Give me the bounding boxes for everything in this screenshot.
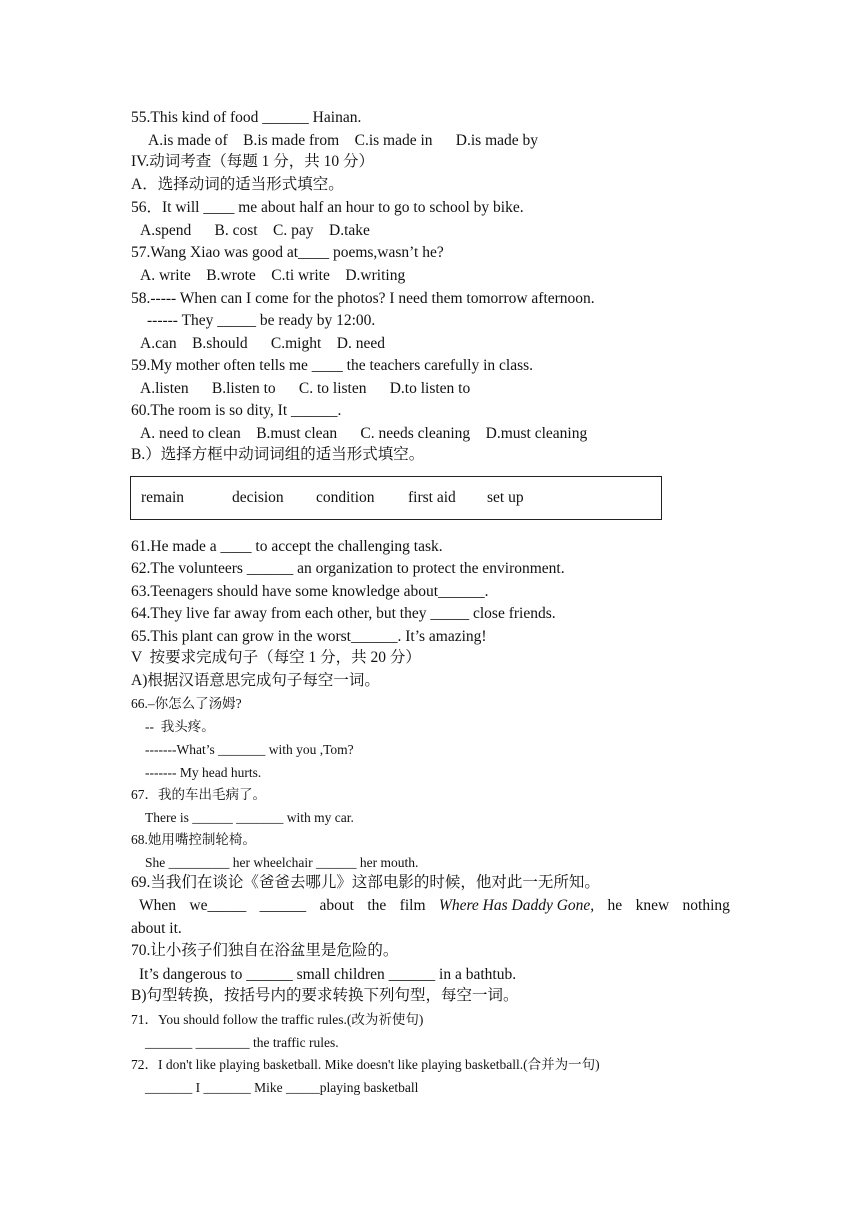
word-box-item: set up [487, 489, 524, 506]
q58-stem: 58.----- When can I come for the photos? I need them tomorrow afternoon. [131, 290, 595, 307]
q66-cn-question: 66.–你怎么了汤姆? [131, 696, 242, 711]
q69-en-continued: about it. [131, 920, 182, 937]
q60-options: A. need to clean B.must clean C. needs cleaning D.must cleaning [140, 425, 588, 442]
q55-options: A.is made of B.is made from C.is made in D.is made by [148, 132, 539, 149]
q59-options: A.listen B.listen to C. to listen D.to listen to [140, 380, 471, 397]
q58-options: A.can B.should C.might D. need [140, 335, 385, 352]
q71-stem: 71．You should follow the traffic rules.(改为祈使句) [131, 1012, 424, 1027]
part-b-title: B.）选择方框中动词词组的适当形式填空。 [131, 446, 425, 463]
section-v-title: V 按要求完成句子（每空 1 分，共 20 分） [131, 649, 421, 666]
q57-options: A. write B.wrote C.ti write D.writing [140, 267, 406, 284]
section-iv-title: IV.动词考查（每题 1 分，共 10 分） [131, 153, 374, 170]
word-box-item: decision [232, 489, 284, 506]
q69-word: he [607, 897, 623, 914]
q69-word: ______ [259, 897, 307, 914]
q60-stem: 60.The room is so dity, It ______. [131, 402, 342, 419]
word-box [130, 476, 662, 520]
word-box-item: condition [316, 489, 375, 506]
q69-cn: 69.当我们在谈论《爸爸去哪儿》这部电影的时候，他对此一无所知。 [131, 874, 600, 891]
word-box-item: first aid [408, 489, 456, 506]
q64: 64.They live far away from each other, but they _____ close friends. [131, 605, 556, 622]
q69-film-title: Where Has Daddy Gone, [438, 897, 595, 914]
q66-cn-answer: -- 我头疼。 [145, 719, 215, 734]
q72-stem: 72．I don't like playing basketball. Mike doesn't like playing basketball.(合并为一句) [131, 1057, 600, 1072]
q58-reply: ------ They _____ be ready by 12:00. [147, 312, 376, 329]
q67-en: There is ______ _______ with my car. [145, 810, 354, 825]
q66-en-question: -------What’s _______ with you ,Tom? [145, 742, 354, 757]
q63: 63.Teenagers should have some knowledge about______. [131, 583, 489, 600]
q69-en-line [139, 896, 730, 916]
q70-cn: 70.让小孩子们独自在浴盆里是危险的。 [131, 942, 399, 959]
q72-answer: _______ I _______ Mike _____playing basketball [145, 1080, 419, 1095]
q68-en: She _________ her wheelchair ______ her mouth. [145, 855, 419, 870]
q59-stem: 59.My mother often tells me ____ the teachers carefully in class. [131, 357, 534, 374]
section-iv-part-a: A．选择动词的适当形式填空。 [131, 176, 344, 193]
section-v-part-a: A)根据汉语意思完成句子每空一词。 [131, 672, 380, 689]
q57-stem: 57.Wang Xiao was good at____ poems,wasn’t he? [131, 244, 444, 261]
q65: 65.This plant can grow in the worst______. It’s amazing! [131, 628, 487, 645]
q61: 61.He made a ____ to accept the challenging task. [131, 538, 443, 555]
q71-answer: _______ ________ the traffic rules. [145, 1035, 339, 1050]
part-b2-title: B)句型转换，按括号内的要求转换下列句型，每空一词。 [131, 987, 519, 1004]
q69-word: film [399, 897, 426, 914]
q69-word: nothing [682, 897, 730, 914]
q62: 62.The volunteers ______ an organization to protect the environment. [131, 560, 565, 577]
q69-word: When [139, 897, 177, 914]
q69-word: we_____ [189, 897, 247, 914]
q70-en: It’s dangerous to ______ small children ______ in a bathtub. [139, 966, 517, 983]
q68-cn: 68.她用嘴控制轮椅。 [131, 832, 256, 847]
q69-word: about [319, 897, 354, 914]
q56-options: A.spend B. cost C. pay D.take [140, 222, 370, 239]
q66-en-answer: ------- My head hurts. [145, 765, 262, 780]
q69-word: the [367, 897, 387, 914]
word-box-item: remain [141, 489, 185, 506]
q67-cn: 67．我的车出毛病了。 [131, 787, 266, 802]
q55-stem: 55.This kind of food ______ Hainan. [131, 109, 362, 126]
q56-stem: 56．It will ____ me about half an hour to go to school by bike. [131, 199, 524, 216]
q69-word: knew [635, 897, 670, 914]
